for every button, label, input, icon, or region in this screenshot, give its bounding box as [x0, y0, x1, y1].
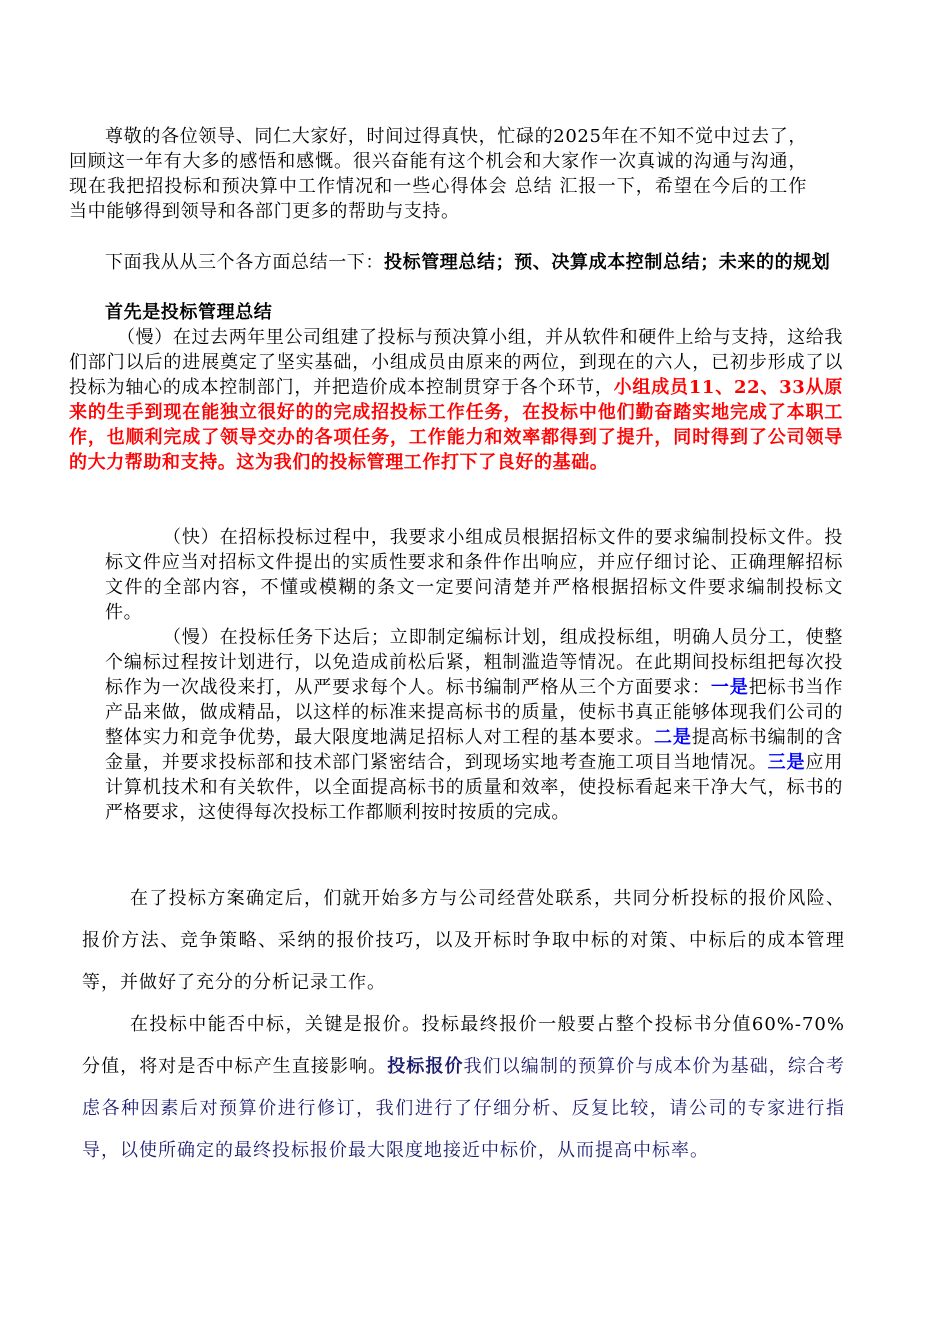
slow-paragraph-2: （慢）在投标任务下达后；立即制定编标计划，组成投标组，明确人员分工，使整个编标过程按计划进行，以免造成前松后紧，粗制滥造等情况。在此期间投标组把每次投标作为一次战役来打，从严要求每个人。标书编制严格从三个方面要求：一是把标书当作产品来做，做成精品，以这样的标准来提高标书的质量，使标书真正能够体现我们公司的整体实力和竞争优势，最大限度地满足招标人对工程的基本要求。二是提高标书编制的含金量，并要求投标部和技术部门紧密结合，到现场实地考查施工项目当地情况。三是应用计算机技术和有关软件，以全面提高标书的质量和效率，使投标看起来干净大气，标书的严格要求，这使得每次投标工作都顺利按时按质的完成。 — [105, 627, 844, 823]
price-paragraph — [82, 1004, 845, 1172]
analysis-paragraph — [82, 878, 845, 1004]
intro-text: 尊敬的各位领导、同仁大家好，时间过得真快，忙碌的2025年在不知不觉中过去了，回顾这一年有大多的感悟和感慨。很兴奋能有这个机会和大家作一次真诚的沟通与沟通，现在我把招投标和预决算中工作情况和一些心得体会 总结 汇报一下，希望在今后的工作当中能够得到领导和各部门更多的帮助与支持。 — [69, 126, 807, 222]
slow-paragraph-1 — [69, 325, 843, 475]
bid-price-label: 投标报价 — [387, 1056, 464, 1077]
price-strategy-text: 我们以编制的预算价与成本价为基础，综合考虑各种因素后对预算价进行修订，我们进行了仔细分析、反复比较，请公司的专家进行指导，以使所确定的最终投标报价最大限度地接近中标价，从而提高中标率。 — [82, 1056, 846, 1161]
section-heading: 首先是投标管理总结 — [105, 302, 273, 323]
team-members-highlight: 小组成员11、22、33从原来的生手到现在能独立很好的的完成招投标工作任务，在投标中他们勤奋踏实地完成了本职工作，也顺利完成了领导交办的各项任务，工作能力和效率都得到了提升，同时得到了公司领导的大力帮助和支持。这为我们的投标管理工作打下了良好的基础。 — [69, 377, 843, 473]
analysis-text: 在了投标方案确定后，们就开始多方与公司经营处联系，共同分析投标的报价风险、报价方法、竞争策略、采纳的报价技巧，以及开标时争取中标的对策、中标后的成本管理等，并做好了充分的分析记录工作。 — [82, 888, 845, 993]
overview-paragraph — [105, 250, 843, 275]
overview-topics: 投标管理总结；预、决算成本控制总结；未来的的规划 — [384, 252, 831, 273]
fast-paragraph — [105, 525, 843, 625]
price-text: 在投标中能否中标，关键是报价。投标最终报价一般要占整个投标书分值60%-70%分值，将对是否中标产生直接影响。 — [82, 1014, 845, 1077]
intro-paragraph — [69, 124, 807, 224]
overview-prefix: 下面我从从三个各方面总结一下： — [105, 252, 384, 273]
label-three: 三是 — [767, 752, 806, 773]
fast-paragraph-text: （快）在招标投标过程中，我要求小组成员根据招标文件的要求编制投标文件。投标文件应当对招标文件提出的实质性要求和条件作出响应，并应仔细讨论、正确理解招标文件的全部内容，不懂或模糊的条文一定要问清楚并严格根据招标文件要求编制投标文件。 — [105, 527, 843, 623]
label-two: 二是 — [654, 727, 692, 748]
slow-paragraph-1-text: （慢）在过去两年里公司组建了投标与预决算小组，并从软件和硬件上给与支持，这给我们部门以后的进展奠定了坚实基础，小组成员由原来的两位，到现在的六人，已初步形成了以投标为轴心的成本控制部门，并把造价成本控制贯穿于各个环节， — [69, 327, 843, 398]
label-one: 一是 — [710, 677, 749, 698]
